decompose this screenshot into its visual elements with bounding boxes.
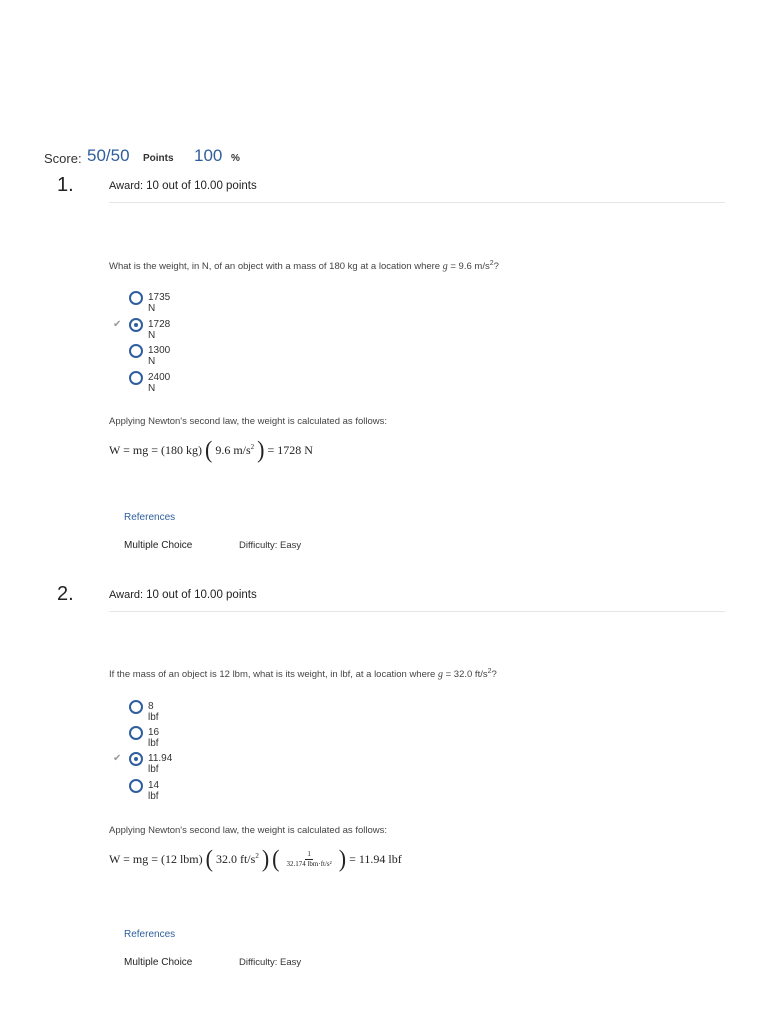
question-variable: g <box>437 669 443 681</box>
award-line <box>109 589 257 601</box>
question-variable: g <box>442 261 448 273</box>
formula-unit: 32.0 ft/s <box>215 851 256 866</box>
radio-button[interactable] <box>129 344 143 358</box>
award-prefix: Award: <box>109 589 144 601</box>
explanation-text: Applying Newton's second law, the weight is calculated as follows: <box>109 825 387 836</box>
references-link[interactable]: References <box>124 512 176 523</box>
radio-button[interactable] <box>129 779 143 793</box>
radio-button[interactable] <box>129 371 143 385</box>
option-label: 16 lbf <box>148 727 160 749</box>
question-number: 2. <box>57 583 74 605</box>
option-label: 1735 N <box>148 292 171 314</box>
question-text-start: If the mass of an object is 12 lbm, what is its weight, in lbf, at a location where <box>109 669 438 681</box>
question-text <box>109 668 497 680</box>
question-text-exponent: 2 <box>489 260 494 267</box>
formula-paren-open: ( <box>204 435 213 464</box>
formula-rhs: = 11.94 lbf <box>349 851 402 866</box>
option-label: 1728 N <box>148 319 171 341</box>
formula-paren-open: ( <box>272 844 280 873</box>
radio-button-selected[interactable] <box>129 752 143 766</box>
score-points-unit: Points <box>143 153 174 164</box>
solution-formula <box>109 435 313 464</box>
award-value: 10 out of 10.00 points <box>146 589 257 601</box>
formula-paren-open: ( <box>205 844 213 873</box>
formula-lhs: W = mg = (180 kg) <box>109 442 202 457</box>
question-text-end: ? <box>491 669 497 681</box>
award-prefix: Award: <box>109 180 144 192</box>
question-difficulty: Difficulty: Easy <box>239 540 302 551</box>
formula-unit: 9.6 m/s <box>215 442 251 457</box>
solution-formula <box>109 844 402 873</box>
formula-paren-content <box>216 852 259 867</box>
option-label: 2400 N <box>148 372 171 394</box>
references-link[interactable]: References <box>124 929 176 940</box>
fraction-numerator: 1 <box>307 849 311 858</box>
radio-button[interactable] <box>129 700 143 714</box>
score-percent-unit: % <box>231 153 240 164</box>
question-text <box>109 260 499 272</box>
formula-paren-close: ) <box>338 844 347 873</box>
formula-exponent: 2 <box>250 442 255 451</box>
fraction-denominator: 32.174 lbm·ft/s² <box>286 859 332 868</box>
radio-button-selected[interactable] <box>129 318 143 332</box>
question-type: Multiple Choice <box>124 957 193 968</box>
formula-lhs: W = mg = (12 lbm) <box>109 851 203 866</box>
radio-button[interactable] <box>129 726 143 740</box>
option-label: 1300 N <box>148 345 171 367</box>
question-type: Multiple Choice <box>124 540 193 551</box>
formula-paren-content <box>215 443 254 458</box>
option-label: 14 lbf <box>148 780 160 802</box>
divider <box>109 202 725 203</box>
award-value: 10 out of 10.00 points <box>146 180 257 192</box>
score-label: Score: <box>44 151 82 166</box>
option-label: 8 lbf <box>148 701 159 723</box>
checkmark-icon: ✔ <box>113 319 122 330</box>
question-number: 1. <box>57 174 74 196</box>
formula-paren-close: ) <box>257 435 265 464</box>
option-label: 11.94 lbf <box>148 753 173 775</box>
formula-rhs: = 1728 N <box>267 442 313 457</box>
question-text-start: What is the weight, in N, of an object with a mass of 180 kg at a location where <box>109 261 443 273</box>
question-text-end: ? <box>493 261 499 273</box>
checkmark-icon: ✔ <box>113 753 122 764</box>
question-text-exponent: 2 <box>487 668 492 675</box>
score-points: 50/50 <box>87 146 130 165</box>
formula-fraction <box>284 850 333 869</box>
question-text-value: = 9.6 m/s <box>447 261 490 273</box>
explanation-text: Applying Newton's second law, the weight is calculated as follows: <box>109 416 387 427</box>
question-text-value: = 32.0 ft/s <box>442 669 488 681</box>
divider <box>109 611 725 612</box>
question-difficulty: Difficulty: Easy <box>239 957 302 968</box>
radio-button[interactable] <box>129 291 143 305</box>
score-percent: 100 <box>194 146 223 165</box>
formula-paren-close: ) <box>261 844 270 873</box>
award-line <box>109 180 257 192</box>
formula-exponent: 2 <box>255 851 259 860</box>
